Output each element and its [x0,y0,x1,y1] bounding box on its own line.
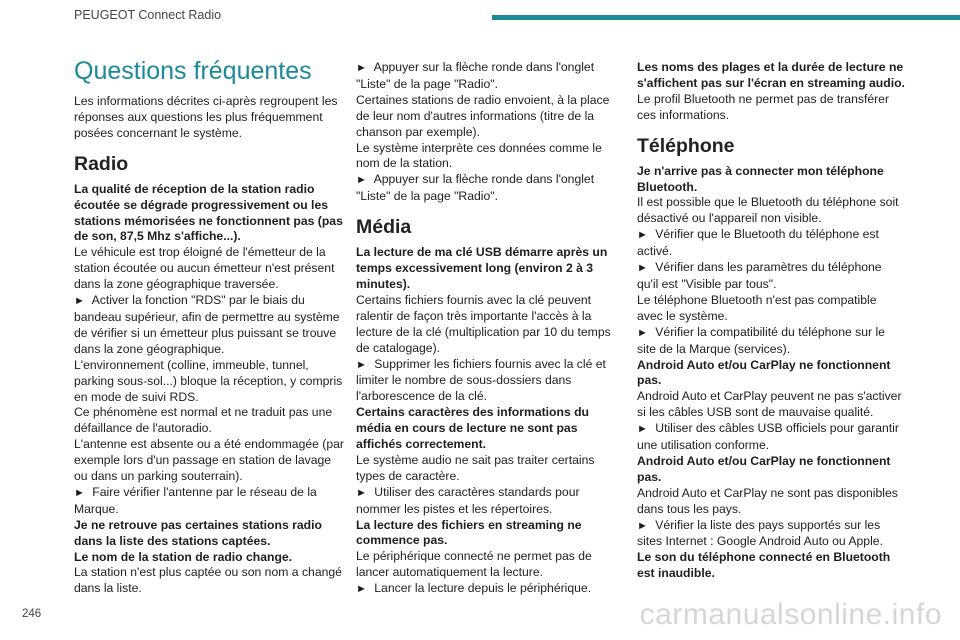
triangle-bullet-icon: ► [637,519,648,532]
bullet-text: Utiliser des câbles USB officiels pour garantir une utilisation conforme. [637,421,899,453]
radio-blocks [74,182,344,598]
page-title: Questions fréquentes [74,57,312,85]
bullet-action [356,485,618,518]
watermark: carmanualsonline.info [639,598,942,631]
faq-answer: Le profil Bluetooth ne permet pas de transférer ces informations. [637,91,890,122]
bullet-action [637,518,905,551]
bullet-text: Faire vérifier l'antenne par le réseau de la Marque. [74,484,317,516]
faq-answer: Android Auto et CarPlay peuvent ne pas s'activer si les câbles USB sont de mauvaise qualité. [637,389,902,420]
intro-text: Les informations décrites ci-après regroupent les réponses aux questions les plus fréquemment posées concernant le système. [74,94,338,140]
bullet-text: Vérifier la liste des pays supportés sur les sites Internet : Google Android Auto ou Apple. [637,517,883,549]
faq-answer: Le système audio ne sait pas traiter certains types de caractère. [356,452,595,483]
header-accent-bar [492,15,960,20]
bullet-action [637,325,905,358]
bullet-action [637,227,905,260]
bullet-action [637,260,905,293]
section-heading-telephone: Téléphone [637,134,735,157]
faq-question: Certains caractères des informations du média en cours de lecture ne sont pas affichés correctement. [356,405,589,452]
faq-answer: Le périphérique connecté ne permet pas de lancer automatiquement la lecture. [356,549,592,580]
faq-question: Android Auto et/ou CarPlay ne fonctionnent pas. [637,453,891,484]
faq-answer: L'antenne est absente ou a été endommagée (par exemple lors d'un passage en station de lavage ou dans un parking souterrain). [74,437,344,484]
section-heading-media: Média [356,216,412,239]
faq-answer: Certains fichiers fournis avec la clé peuvent ralentir de façon très importante l'accès à la lecture de la clé (multiplication par 10 du temps de catalogage). [356,292,611,355]
faq-question: Le son du téléphone connecté en Bluetooth est inaudible. [637,550,891,581]
faq-answer: Certaines stations de radio envoient, à la place de leur nom d'autres informations (titre de la chanson par exemple). [356,92,610,139]
bullet-text: Vérifier dans les paramètres du téléphone qu'il est "Visible par tous". [637,260,882,291]
radio-continued-blocks [356,60,618,205]
bullet-action [74,485,344,518]
bullet-action [356,357,618,406]
bullet-action [356,172,618,205]
triangle-bullet-icon: ► [356,174,367,187]
triangle-bullet-icon: ► [356,62,367,74]
bullet-action [356,60,618,93]
triangle-bullet-icon: ► [356,358,367,371]
faq-question: La lecture de ma clé USB démarre après un temps excessivement long (environ 2 à 3 minutes). [356,245,608,291]
faq-answer: Le véhicule est trop éloigné de l'émetteur de la station écoutée ou aucun émetteur n'est présent dans la zone géographique traversée. [74,245,335,292]
column-2 [356,60,618,598]
faq-question: Je n'arrive pas à connecter mon téléphone Bluetooth. [637,163,884,194]
faq-question: Android Auto et/ou CarPlay ne fonctionnent pas. [637,357,891,388]
column-1 [74,56,344,597]
triangle-bullet-icon: ► [74,295,85,308]
faq-answer: La station n'est plus captée ou son nom a changé dans la liste. [74,565,342,596]
faq-answer: Le système interprète ces données comme le nom de la station. [356,140,602,171]
media-blocks [356,245,618,598]
bullet-action [637,421,905,454]
faq-answer: L'environnement (colline, immeuble, tunnel, parking sous-sol...) bloque la réception, y compris en mode de suivi RDS. [74,357,343,404]
bullet-text: Supprimer les fichiers fournis avec la clé et limiter le nombre de sous-dossiers dans l'arborescence de la clé. [356,356,606,404]
triangle-bullet-icon: ► [637,262,648,275]
triangle-bullet-icon: ► [637,229,648,242]
bullet-action [356,581,618,598]
bullet-text: Vérifier que le Bluetooth du téléphone est activé. [637,227,879,259]
triangle-bullet-icon: ► [637,326,648,339]
page-number: 246 [22,608,42,620]
triangle-bullet-icon: ► [637,423,648,436]
faq-question: Je ne retrouve pas certaines stations radio dans la liste des stations captées. [74,517,322,548]
faq-answer: Le téléphone Bluetooth n'est pas compatible avec le système. [637,292,877,323]
section-heading-radio: Radio [74,152,129,175]
triangle-bullet-icon: ► [356,583,367,596]
bullet-text: Vérifier la compatibilité du téléphone sur le site de la Marque (services). [637,324,885,356]
running-header: PEUGEOT Connect Radio [74,8,222,22]
bullet-text: Lancer la lecture depuis le périphérique. [374,581,592,596]
faq-question: La qualité de réception de la station radio écoutée se dégrade progressivement ou les stations mémorisées ne fonctionnent pas (pas de son, 87,5 Mhz s'affiche...). [74,181,343,244]
faq-question: La lecture des fichiers en streaming ne commence pas. [356,517,582,548]
faq-answer: Android Auto et CarPlay ne sont pas disponibles dans tous les pays. [637,485,898,516]
bullet-text: Utiliser des caractères standards pour nommer les pistes et les répertoires. [356,484,580,516]
telephone-blocks [637,164,905,583]
bullet-text: Appuyer sur la flèche ronde dans l'onglet "Liste" de la page "Radio". [356,60,595,91]
media-continued-blocks [637,60,905,124]
faq-question: Le nom de la station de radio change. [74,549,293,564]
faq-question: Les noms des plages et la durée de lecture ne s'affichent pas sur l'écran en streaming audio. [637,60,905,90]
triangle-bullet-icon: ► [356,486,367,499]
column-3 [637,60,905,582]
bullet-action [74,293,344,358]
bullet-text: Appuyer sur la flèche ronde dans l'onglet "Liste" de la page "Radio". [356,172,595,204]
faq-answer: Ce phénomène est normal et ne traduit pas une défaillance de l'autoradio. [74,405,333,436]
triangle-bullet-icon: ► [74,486,85,499]
faq-answer: Il est possible que le Bluetooth du téléphone soit désactivé ou l'appareil non visible. [637,195,899,226]
bullet-text: Activer la fonction "RDS" par le biais du bandeau supérieur, afin de permettre au système de vérifier si un émetteur plus puissant se trouve dans la zone géographique. [74,293,340,356]
